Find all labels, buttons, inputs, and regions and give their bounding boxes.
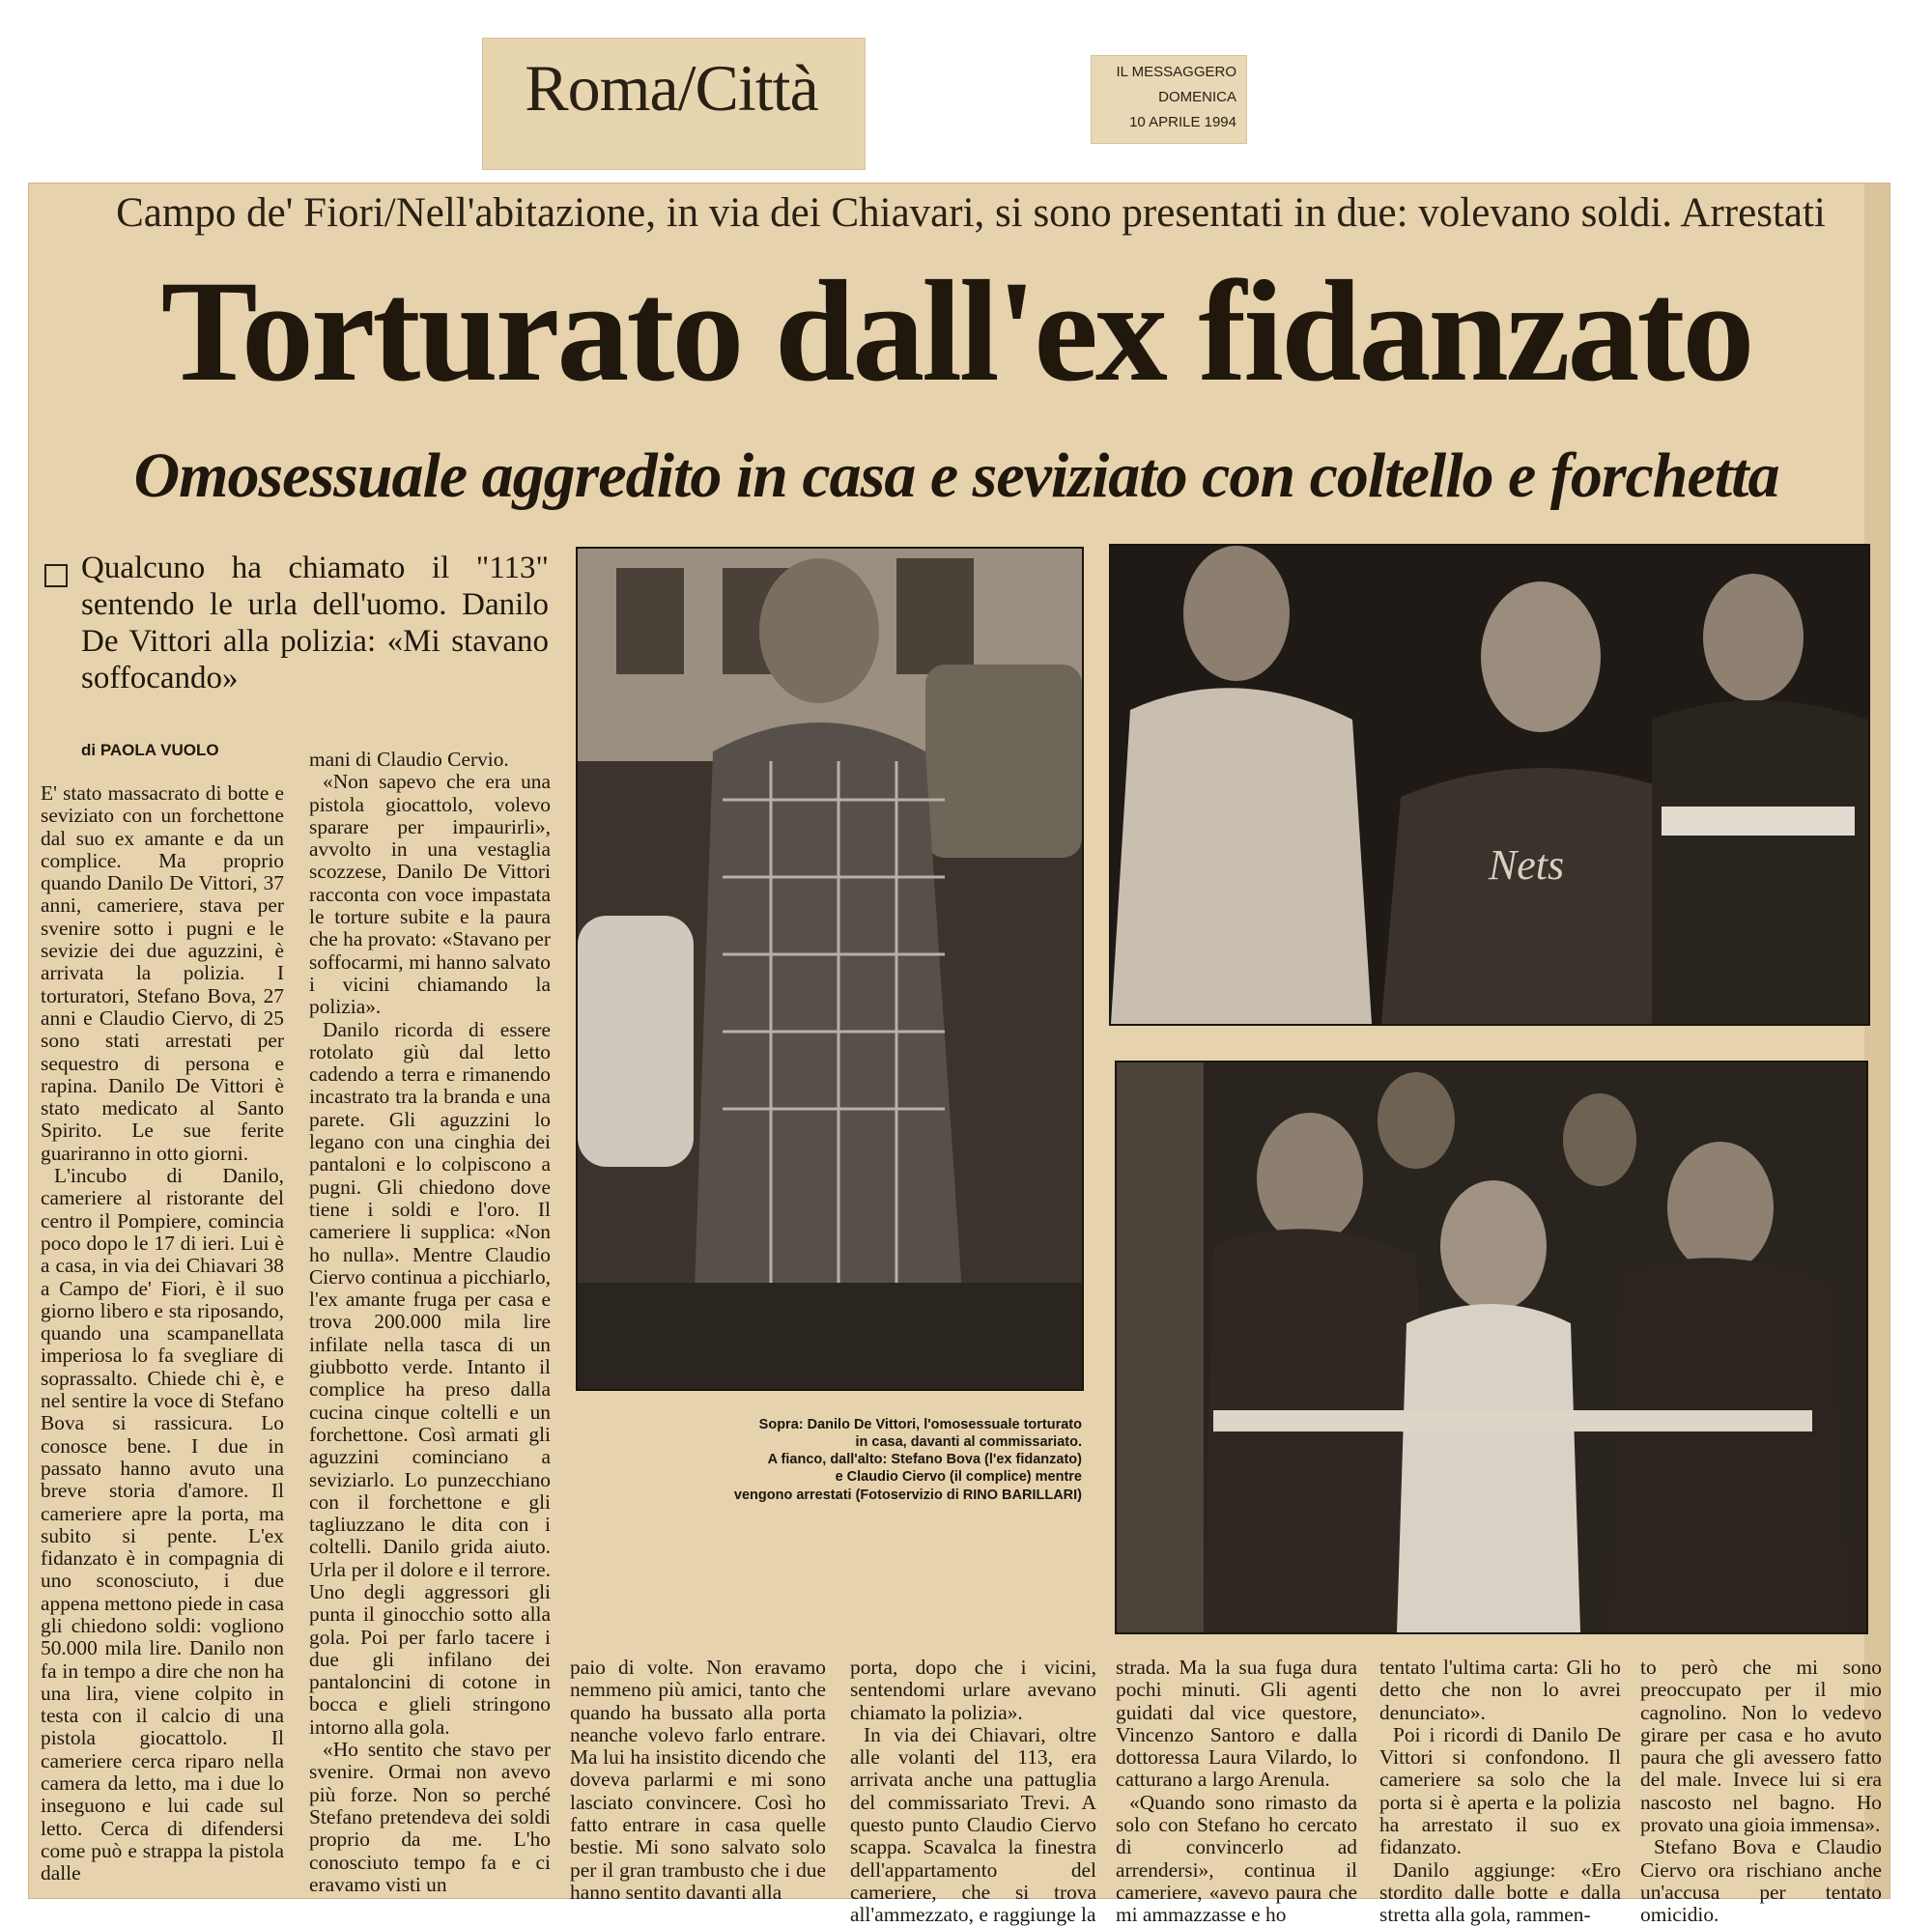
paragraph: «Ho sentito che stavo per svenire. Ormai non avevo più forze. Non so perché Stefano pretendeva dei soldi proprio da me. L'ho conosciuto tempo fa e ci eravamo visti un <box>309 1738 551 1896</box>
article-subheadline: Omosessuale aggredito in casa e seviziato con coltello e forchetta <box>133 440 1779 511</box>
paragraph: «Non sapevo che era una pistola giocattolo, volevo sparare per impaurirli», avvolto in una vestaglia scozzese, Danilo De Vittori racconta con voce impastata le torture subite e la paura che ha provato: «Stavano per soffocarmi, mi hanno salvato i vicini chiamando la polizia». <box>309 770 551 1019</box>
paragraph: to però che mi sono preoccupato per il mio cagnolino. Non lo vedevo girare per casa e ho avuto paura che gli avessero fatto del male. Invece lui si era nascosto nel bagno. Ho provato una gioia immensa». <box>1640 1656 1882 1837</box>
paragraph: In via dei Chiavari, oltre alle volanti del 113, era arrivata anche una pattuglia del commissariato Trevi. A questo punto Claudio Ciervo scappa. Scavalca la finestra dell'appartamento del cameriere, che si trova all'ammezzato, e raggiunge la <box>850 1722 1096 1927</box>
clipping-edge <box>1864 184 1889 1898</box>
caption-line: Sopra: Danilo De Vittori, l'omosessuale torturato <box>758 1417 1082 1432</box>
article-kicker: Campo de' Fiori/Nell'abitazione, in via dei Chiavari, si sono presentati in due: volevano soldi. Arrestati <box>116 190 1826 236</box>
masthead-date: 10 APRILE 1994 <box>1129 114 1236 130</box>
masthead-clip <box>1092 56 1246 143</box>
article-column-4 <box>850 1657 1096 1927</box>
caption-line: in casa, davanti al commissariato. <box>855 1434 1082 1451</box>
article-column-3 <box>570 1657 826 1904</box>
photo-danilo-de-vittori <box>578 549 1082 1389</box>
photo-danilo-illustration <box>578 549 1082 1389</box>
paragraph: porta, dopo che i vicini, sentendomi urlare avevano chiamato la polizia». <box>850 1656 1096 1724</box>
paragraph: L'incubo di Danilo, cameriere al ristorante del centro il Pompiere, comincia poco dopo le 17 di ieri. Lui è a casa, in via dei Chiavari 38 a Campo de' Fiori, è il suo giorno libero e sta riposando, quando una scampanellata imperiosa lo fa svegliare di soprassalto. Chiede chi è, e nel sentire la voce di Stefano Bova si rassicura. Lo conosce bene. I due in passato hanno avuto una breve storia d'amore. Il cameriere apre la porta, ma subito si pente. L'ex fidanzato è in compagnia di uno sconosciuto, i due appena mettono piede in casa gli chiedono soldi: vogliono 50.000 mila lire. Danilo non fa in tempo a dire che non ha una lira, viene colpito in testa con il calcio di una pistola giocattolo. Il cameriere cerca riparo nella camera da letto, ma i due lo inseguono e lui cade sul letto. Cerca di difendersi come può e strappa la pistola dalle <box>41 1164 284 1885</box>
article-column-5 <box>1116 1657 1357 1927</box>
paragraph: paio di volte. Non eravamo nemmeno più amici, tanto che quando ha bussato alla porta neanche volevo farlo entrare. Ma lui ha insistito dicendo che doveva parlarmi e mi sono lasciato convincere. Così ho fatto entrare in casa quelle bestie. Mi sono salvato solo per il gran trambusto che i due hanno sentito davanti alla <box>570 1656 826 1904</box>
article-headline: Torturato dall'ex fidanzato <box>160 251 1752 411</box>
paragraph: strada. Ma la sua fuga dura pochi minuti. Gli agenti guidati dal vice questore, Vincenzo Santoro e dalla dottoressa Laura Vilardo, lo catturano a largo Arenula. <box>1116 1656 1357 1792</box>
caption-line: vengono arrestati (Fotoservizio di RINO BARILLARI) <box>733 1487 1082 1503</box>
paragraph: Stefano Bova e Claudio Ciervo ora rischiano anche un'accusa per tentato omicidio. <box>1640 1835 1882 1927</box>
masthead-day: DOMENICA <box>1158 89 1236 105</box>
photo-arrest-illustration <box>1111 546 1868 1024</box>
caption-line: A fianco, dall'alto: Stefano Bova (l'ex fidanzato) <box>767 1452 1082 1468</box>
paragraph: mani di Claudio Cervio. <box>309 748 509 771</box>
paragraph: Danilo aggiunge: «Ero stordito dalle botte e dalla stretta alla gola, rammen- <box>1379 1857 1621 1927</box>
paragraph: tentato l'ultima carta: Gli ho detto che non lo avrei denunciato». <box>1379 1656 1621 1724</box>
summary-bullet-icon <box>44 564 68 587</box>
article-column-1 <box>41 782 284 1885</box>
paragraph: E' stato massacrato di botte e seviziato con un forchettone dal suo ex amante e da un complice. Ma proprio quando Danilo De Vittori, 37 anni, cameriere, stava per svenire sotto i pugni e le sevizie dei due aguzzini, è arrivata la polizia. I torturatori, Stefano Bova, 27 anni e Claudio Ciervo, di 25 sono stati arrestati per sequestro di persona e rapina. Danilo De Vittori è stato medicato al Santo Spirito. Le sue ferite guariranno in otto giorni. <box>41 781 284 1165</box>
paragraph: Poi i ricordi di Danilo De Vittori si confondono. Il cameriere sa solo che la porta si è aperta e la polizia ha arrestato il suo ex fidanzato. <box>1379 1722 1621 1859</box>
article-column-6 <box>1379 1657 1621 1927</box>
photo-stefano-bova-arrest <box>1111 546 1868 1024</box>
masthead-paper: IL MESSAGGERO <box>1116 64 1236 80</box>
article-column-2 <box>309 749 551 1896</box>
photo-caption <box>541 1416 1082 1504</box>
photo-claudio-ciervo-arrest <box>1117 1063 1866 1632</box>
paragraph: «Quando sono rimasto da solo con Stefano ho cercato di convincerlo ad arrendersi», continua il cameriere, «avevo paura che mi ammazzasse e ho <box>1116 1790 1357 1927</box>
paragraph: Danilo ricorda di essere rotolato giù dal letto cadendo a terra e rimanendo incastrato tra la branda e una parete. Gli aguzzini lo legano con una cinghia dei pantaloni e lo colpiscono a pugni. Gli chiedono dove tiene i soldi e l'oro. Il cameriere li supplica: «Non ho nulla». Mentre Claudio Ciervo continua a picchiarlo, l'ex amante fruga per casa e trova 200.000 mila lire infilate nella tasca di un giubbotto verde. Intanto il complice ha preso dalla cucina cinque coltelli e un forchettone. Così armati gli aguzzini cominciano a seviziarlo. Lo punzecchiano con il forchettone e gli tagliuzzano le dita con i coltelli. Danilo grida aiuto. Urla per il dolore e il terrore. Uno degli aggressori gli punta il ginocchio sotto alla gola. Poi per farlo tacere i due gli infilano dei pantaloncini di cotone in bocca e glieli stringono intorno alla gola. <box>309 1017 551 1739</box>
section-title: Roma/Città <box>525 51 818 125</box>
caption-line: e Claudio Ciervo (il complice) mentre <box>835 1469 1082 1486</box>
article-column-7 <box>1640 1657 1882 1927</box>
jersey-text: Nets <box>1488 841 1565 889</box>
photo-arrest-illustration-2 <box>1117 1063 1866 1632</box>
article-byline: di PAOLA VUOLO <box>81 741 219 759</box>
article-summary: Qualcuno ha chiamato il "113" sentendo le urla dell'uomo. Danilo De Vittori alla polizia: «Mi stavano soffocando» <box>81 551 549 695</box>
